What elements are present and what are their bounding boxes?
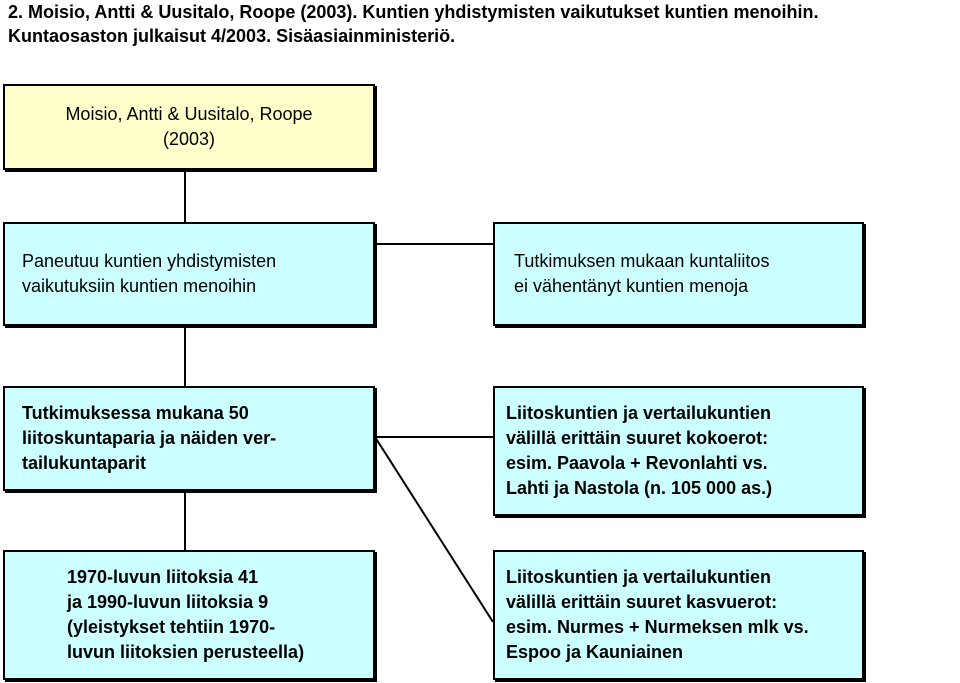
node-growth-diff-line-4: Espoo ja Kauniainen (506, 642, 684, 662)
node-cost-diff-line-1: Liitoskuntien ja vertailukuntien (506, 403, 772, 423)
node-mergers-line-3: (yleistykset tehtiin 1970- (67, 617, 276, 637)
node-root-line-1: Moisio, Antti & Uusitalo, Roope (65, 104, 313, 124)
node-finding-line-2: ei vähentänyt kuntien menoja (514, 276, 749, 296)
node-sample-line-3: tailukuntaparit (22, 453, 147, 473)
node-growth-diff (493, 550, 864, 680)
connector-sample-growthdiff (375, 437, 493, 622)
node-cost-diff-line-4: Lahti ja Nastola (n. 105 000 as.) (506, 478, 773, 498)
node-finding-line-1: Tutkimuksen mukaan kuntaliitos (514, 251, 770, 271)
citation-line-1: 2. Moisio, Antti & Uusitalo, Roope (2003). Kuntien yhdistymisten vaikutukset kuntien menoihin. (8, 2, 819, 22)
node-focus (3, 222, 375, 326)
node-cost-diff (493, 386, 864, 516)
node-mergers (3, 550, 375, 680)
node-finding (493, 222, 864, 326)
node-growth-diff-line-2: välillä erittäin suuret kasvuerot: (506, 592, 778, 612)
node-focus-line-2: vaikutuksiin kuntien menoihin (22, 276, 257, 296)
citation-line-2: Kuntaosaston julkaisut 4/2003. Sisäasiainministeriö. (8, 26, 456, 46)
node-root-line-2: (2003) (162, 129, 216, 149)
node-mergers-line-4: luvun liitoksien perusteella) (67, 642, 305, 662)
node-cost-diff-line-2: välillä erittäin suuret kokoerot: (506, 428, 769, 448)
node-mergers-line-2: ja 1990-luvun liitoksia 9 (67, 592, 269, 612)
node-cost-diff-line-3: esim. Paavola + Revonlahti vs. (506, 453, 768, 473)
node-focus-line-1: Paneutuu kuntien yhdistymisten (22, 251, 277, 271)
node-sample-line-1: Tutkimuksessa mukana 50 (22, 403, 249, 423)
node-sample (3, 386, 375, 491)
node-sample-line-2: liitoskuntaparia ja näiden ver- (22, 428, 277, 448)
node-mergers-line-1: 1970-luvun liitoksia 41 (67, 567, 259, 587)
node-growth-diff-line-1: Liitoskuntien ja vertailukuntien (506, 567, 772, 587)
node-root (3, 84, 375, 170)
node-growth-diff-line-3: esim. Nurmes + Nurmeksen mlk vs. (506, 617, 809, 637)
